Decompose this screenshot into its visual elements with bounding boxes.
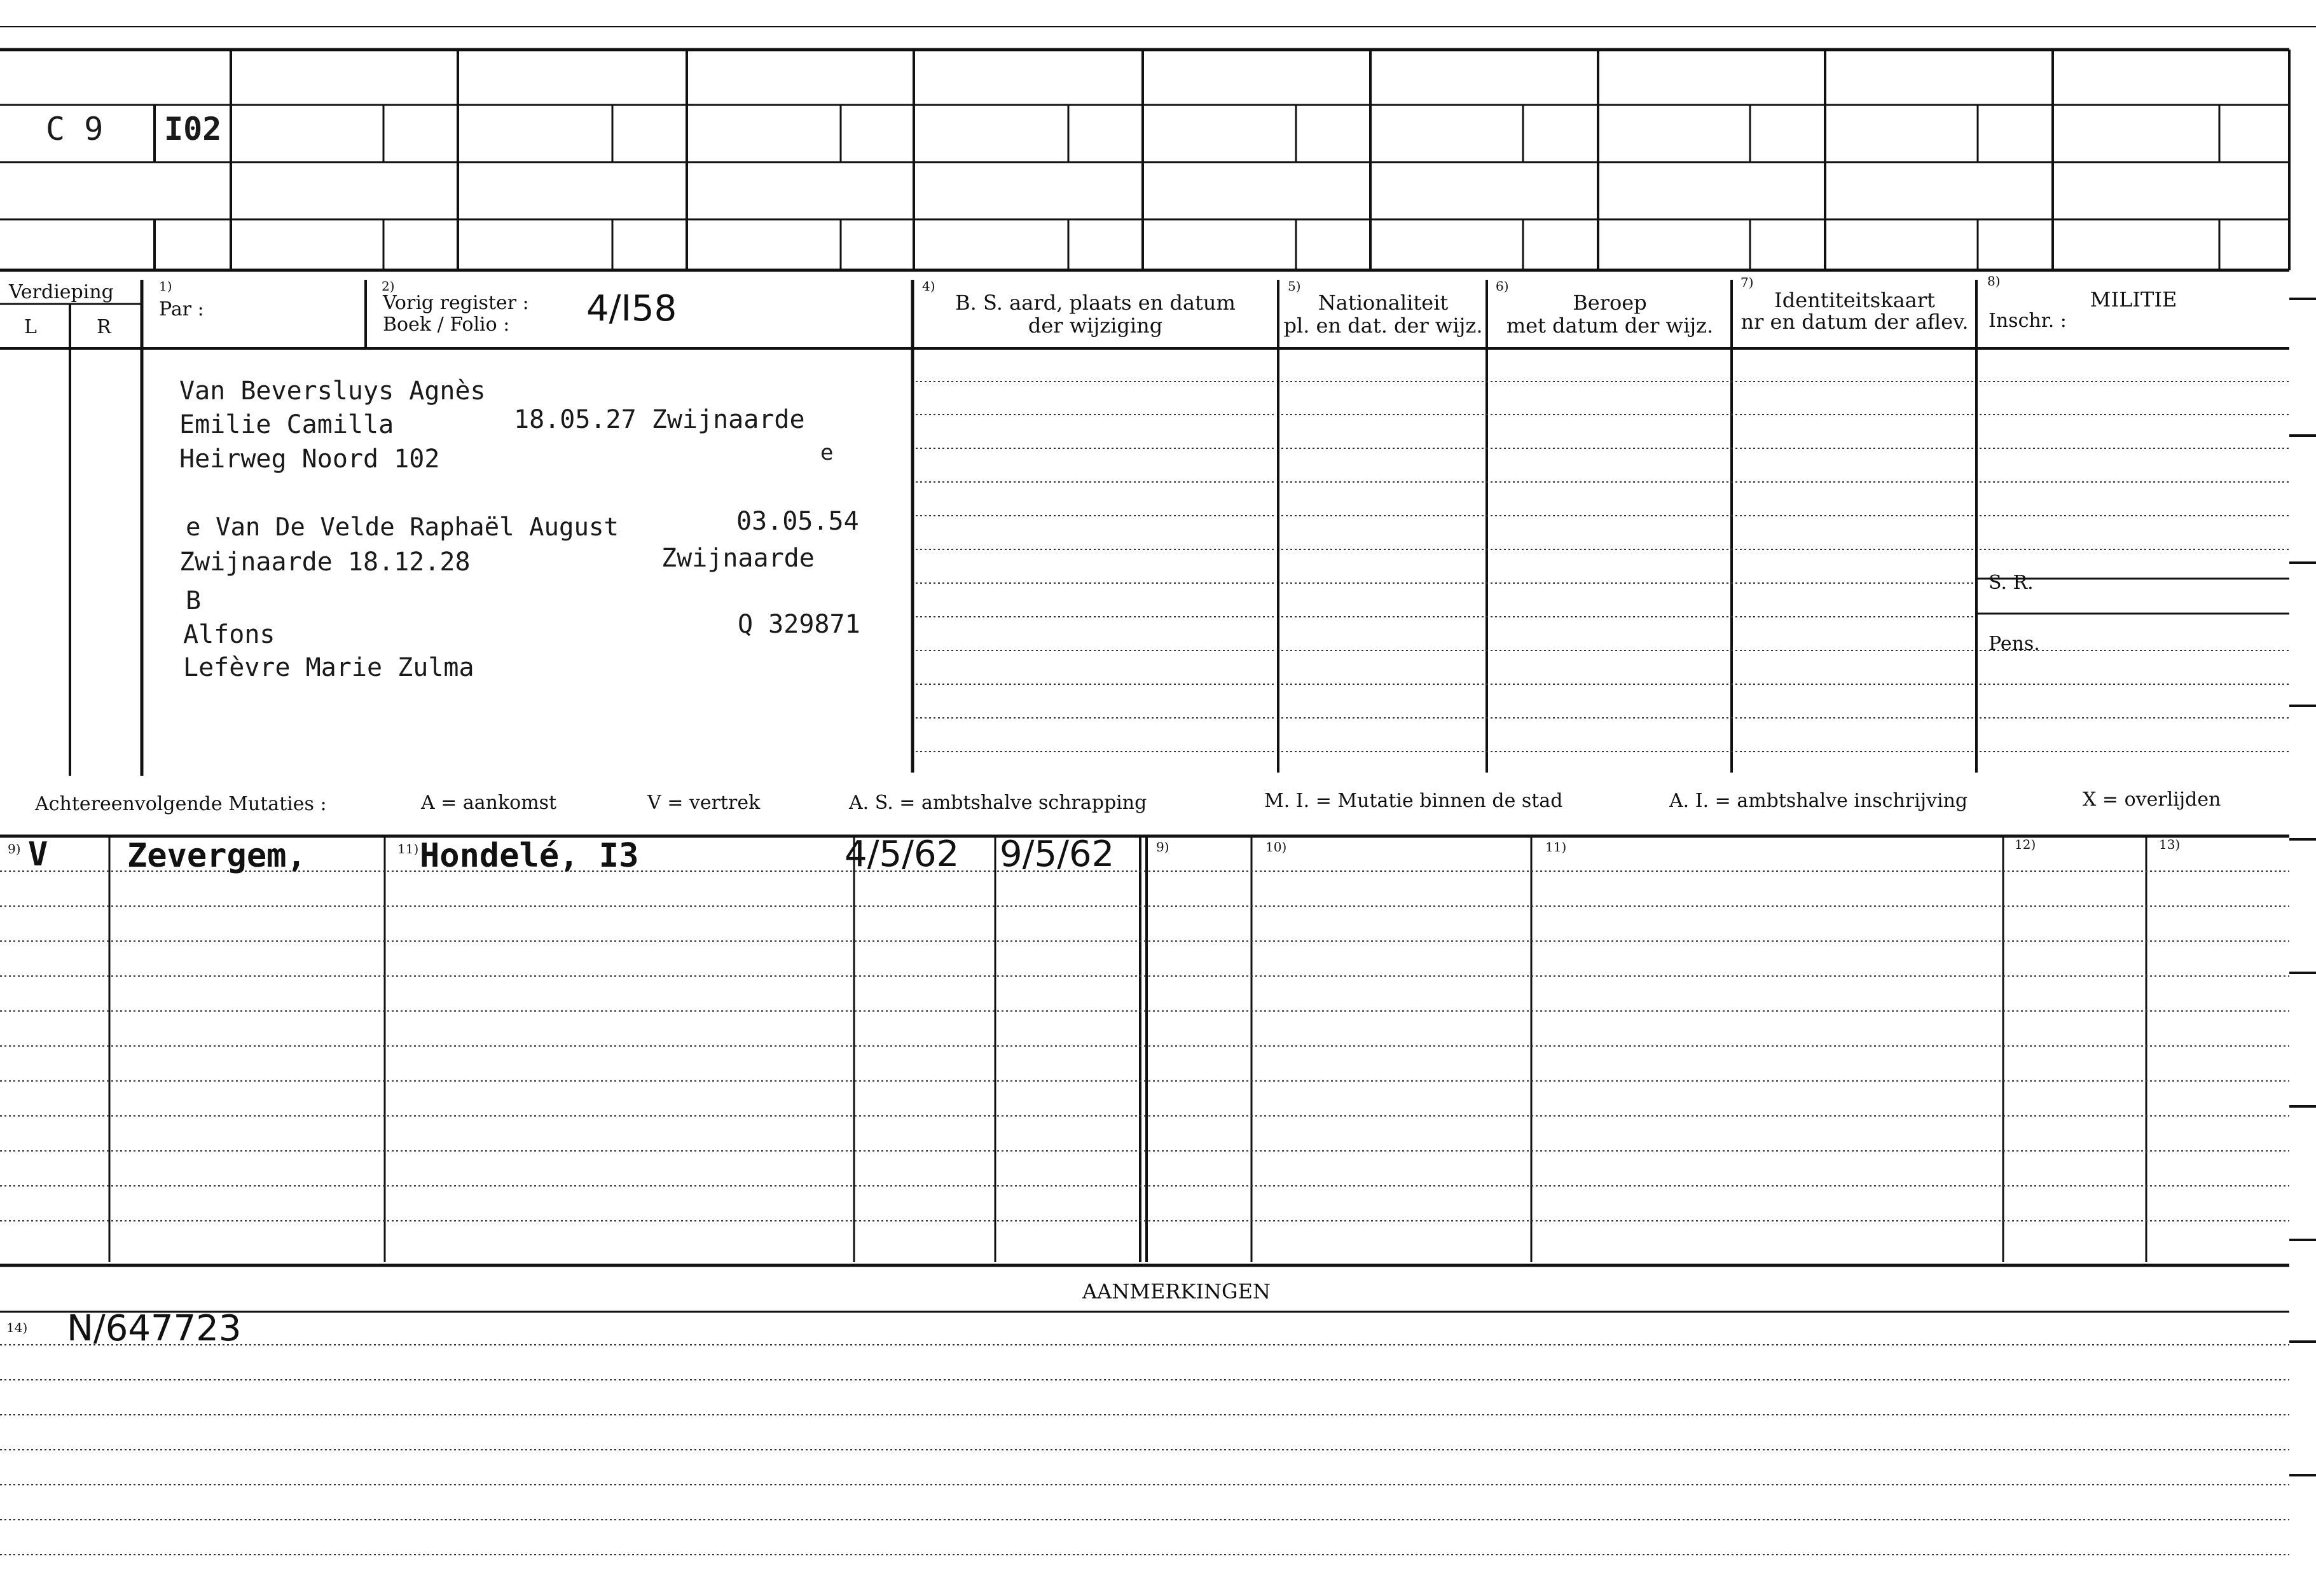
mut-col11b-num: 11) bbox=[1545, 839, 1567, 855]
inschr-label: Inschr. : bbox=[1989, 310, 2067, 332]
legend-v: V = vertrek bbox=[647, 792, 761, 814]
mutation-date2: 9/5/62 bbox=[1000, 834, 1115, 875]
legend-ai: A. I. = ambtshalve inschrijving bbox=[1669, 790, 1968, 812]
person-line3-mark: e bbox=[820, 440, 834, 465]
col2-num: 2) bbox=[382, 279, 395, 294]
person-line2-date: 18.05.27 Zwijnaarde bbox=[514, 405, 805, 434]
vorig-register-value: 4/I58 bbox=[586, 288, 677, 329]
person-line8: Lefèvre Marie Zulma bbox=[183, 653, 474, 682]
verdieping-label: Verdieping bbox=[9, 281, 114, 303]
legend-as: A. S. = ambtshalve schrapping bbox=[849, 792, 1147, 814]
person-line3: Heirweg Noord 102 bbox=[179, 444, 440, 474]
verdieping-r: R bbox=[97, 316, 111, 338]
remarks-value: N/647723 bbox=[67, 1308, 242, 1349]
mutation-place: Zevergem, bbox=[127, 837, 307, 875]
mut-col9b-num: 9) bbox=[1156, 839, 1169, 855]
legend-mi: M. I. = Mutatie binnen de stad bbox=[1264, 790, 1563, 812]
person-line4-date: 03.05.54 bbox=[736, 507, 859, 536]
person-line6: B bbox=[186, 586, 202, 616]
person-line1: Van Beversluys Agnès bbox=[179, 376, 486, 406]
mut-col12-num: 12) bbox=[2015, 837, 2036, 852]
mut-col13-num: 13) bbox=[2159, 837, 2181, 852]
mutations-title: Achtereenvolgende Mutaties : bbox=[35, 793, 327, 815]
verdieping-l: L bbox=[24, 316, 37, 338]
col4-header-line1: B. S. aard, plaats en datum bbox=[955, 291, 1236, 315]
sr-label: S. R. bbox=[1989, 572, 2034, 594]
person-line4-name: e Van De Velde Raphaël August bbox=[186, 513, 619, 542]
col1-num: 1) bbox=[159, 279, 172, 294]
vorig-register-label: Vorig register : bbox=[383, 292, 529, 314]
col4-num: 4) bbox=[922, 279, 935, 294]
col8-num: 8) bbox=[1987, 273, 2001, 289]
mut-col9a-num: 9) bbox=[8, 841, 21, 856]
mut-col11a-num: 11) bbox=[397, 841, 419, 856]
person-line2-name: Emilie Camilla bbox=[179, 410, 394, 439]
remarks-num: 14) bbox=[6, 1320, 28, 1335]
person-line7: Alfons bbox=[183, 620, 275, 649]
top-code-b: I02 bbox=[164, 111, 222, 148]
person-line5-right: Zwijnaarde bbox=[661, 544, 815, 573]
col7-header-line1: Identiteitskaart bbox=[1774, 288, 1935, 312]
person-line5-place: Zwijnaarde 18.12.28 bbox=[179, 547, 471, 577]
col5-header-line1: Nationaliteit bbox=[1318, 291, 1449, 315]
col5-header-line2: pl. en dat. der wijz. bbox=[1283, 313, 1483, 338]
col6-header-line2: met datum der wijz. bbox=[1506, 313, 1714, 338]
legend-a: A = aankomst bbox=[421, 792, 557, 814]
boek-folio-label: Boek / Folio : bbox=[383, 313, 510, 336]
col5-num: 5) bbox=[1288, 279, 1301, 294]
pens-label: Pens. bbox=[1989, 633, 2040, 655]
mutation-date1: 4/5/62 bbox=[844, 834, 960, 875]
legend-x: X = overlijden bbox=[2083, 788, 2221, 811]
remarks-title: AANMERKINGEN bbox=[1082, 1279, 1271, 1304]
mutation-address: Hondelé, I3 bbox=[420, 837, 639, 875]
mut-col10b-num: 10) bbox=[1265, 839, 1287, 855]
col7-num: 7) bbox=[1740, 275, 1754, 290]
col6-num: 6) bbox=[1496, 279, 1509, 294]
col7-header-line2: nr en datum der aflev. bbox=[1740, 310, 1969, 334]
person-line7-right: Q 329871 bbox=[738, 610, 860, 639]
mutation-type: V bbox=[28, 836, 48, 874]
militie-label: MILITIE bbox=[2090, 287, 2177, 312]
col4-header-line2: der wijziging bbox=[1028, 313, 1163, 338]
par-label: Par : bbox=[159, 298, 204, 320]
top-code-a: C 9 bbox=[46, 111, 104, 148]
col6-header-line1: Beroep bbox=[1573, 291, 1647, 315]
